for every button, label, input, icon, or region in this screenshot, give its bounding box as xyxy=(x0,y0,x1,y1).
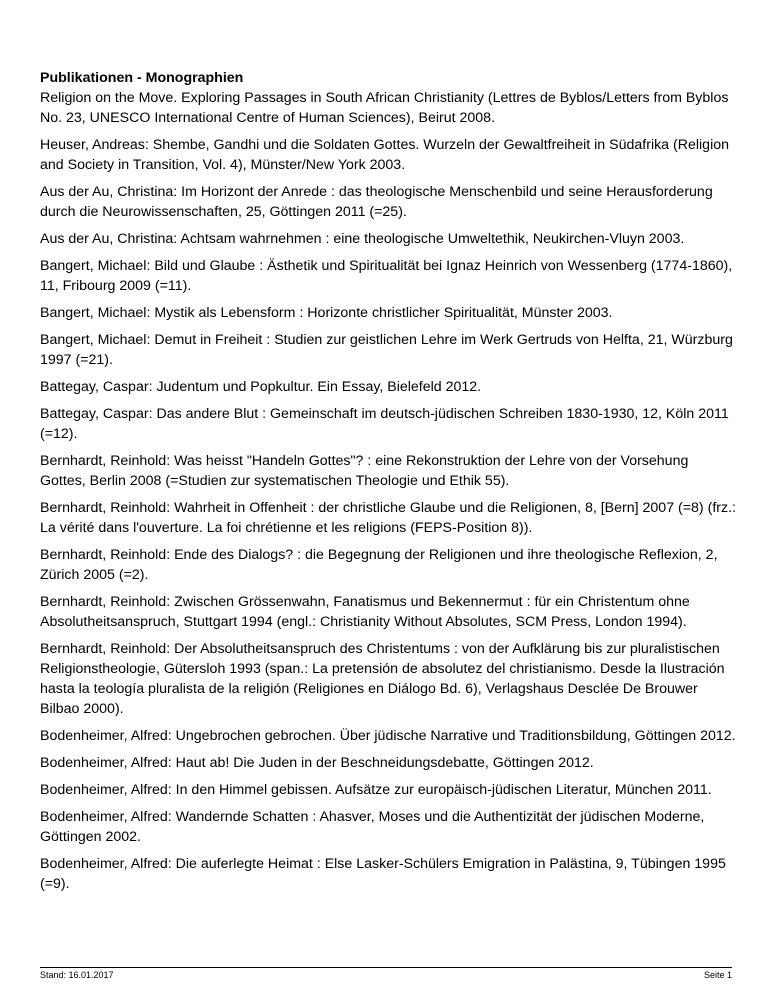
publication-entry: Bernhardt, Reinhold: Wahrheit in Offenheit : der christliche Glaube und die Religionen, 8, [Bern] 2007 (=8) (frz.: La vérité dans l'ouverture. La foi chrétienne et les religions (FEPS-Position 8)). xyxy=(40,500,736,536)
publication-entry: Bodenheimer, Alfred: Ungebrochen gebrochen. Über jüdische Narrative und Traditionsbildung, Göttingen 2012. xyxy=(40,728,736,744)
publication-entry: Bangert, Michael: Bild und Glaube : Ästhetik und Spiritualität bei Ignaz Heinrich von Wessenberg (1774-1860), 11, Fribourg 2009 (=11). xyxy=(40,258,733,294)
publication-entry: Bangert, Michael: Demut in Freiheit : Studien zur geistlichen Lehre im Werk Gertruds von Helfta, 21, Würzburg 1997 (=21). xyxy=(40,332,733,368)
publication-entry: Heuser, Andreas: Shembe, Gandhi und die Soldaten Gottes. Wurzeln der Gewaltfreiheit in Südafrika (Religion and Society in Transition, Vol. 4), Münster/New York 2003. xyxy=(40,137,730,173)
publication-entry: Bernhardt, Reinhold: Ende des Dialogs? : die Begegnung der Religionen und ihre theologische Reflexion, 2, Zürich 2005 (=2). xyxy=(40,547,718,583)
publication-entry: Bodenheimer, Alfred: Haut ab! Die Juden in der Beschneidungsdebatte, Göttingen 2012. xyxy=(40,755,594,771)
publication-entry: Bodenheimer, Alfred: Wandernde Schatten : Ahasver, Moses und die Authentizität der jüdischen Moderne, Göttingen 2002. xyxy=(40,809,705,845)
publication-entry: Aus der Au, Christina: Achtsam wahrnehmen : eine theologische Umweltethik, Neukirchen-Vluyn 2003. xyxy=(40,231,685,247)
footer-page-number: Seite 1 xyxy=(703,970,732,980)
publication-entry: Bernhardt, Reinhold: Der Absolutheitsanspruch des Christentums : von der Aufklärung bis zur pluralistischen Religionstheologie, Gütersloh 1993 (span.: La pretensión de absolutez del christianismo. Desde la Ilustración hasta la teología pluralista de la religión (Religiones en Diálogo Bd. 6), Verlagshaus Desclée De Brouwer Bilbao 2000). xyxy=(40,641,725,717)
section-heading: Publikationen - Monographien xyxy=(40,70,244,86)
publication-list xyxy=(40,88,736,894)
publication-entry: Bangert, Michael: Mystik als Lebensform : Horizonte christlicher Spiritualität, Münster 2003. xyxy=(40,305,613,321)
publication-entry: Aus der Au, Christina: Im Horizont der Anrede : das theologische Menschenbild und seine Herausforderung durch die Neurowissenschaften, 25, Göttingen 2011 (=25). xyxy=(40,184,713,220)
publication-entry: Bernhardt, Reinhold: Zwischen Grössenwahn, Fanatismus und Bekennermut : für ein Christentum ohne Absolutheitsanspruch, Stuttgart 1994 (engl.: Christianity Without Absolutes, SCM Press, London 1994). xyxy=(40,594,690,630)
publication-entry: Battegay, Caspar: Das andere Blut : Gemeinschaft im deutsch-jüdischen Schreiben 1830-1930, 12, Köln 2011 (=12). xyxy=(40,406,729,442)
publication-entry: Religion on the Move. Exploring Passages in South African Christianity (Lettres de Byblos/Letters from Byblos No. 23, UNESCO International Centre of Human Sciences), Beirut 2008. xyxy=(40,90,729,126)
publication-entry: Bodenheimer, Alfred: In den Himmel gebissen. Aufsätze zur europäisch-jüdischen Literatur, München 2011. xyxy=(40,782,712,798)
publication-entry: Bodenheimer, Alfred: Die auferlegte Heimat : Else Lasker-Schülers Emigration in Palästina, 9, Tübingen 1995 (=9). xyxy=(40,856,726,892)
publication-entry: Battegay, Caspar: Judentum und Popkultur. Ein Essay, Bielefeld 2012. xyxy=(40,379,482,395)
publication-entry: Bernhardt, Reinhold: Was heisst "Handeln Gottes"? : eine Rekonstruktion der Lehre von der Vorsehung Gottes, Berlin 2008 (=Studien zur systematischen Theologie und Ethik 55). xyxy=(40,453,689,489)
page-footer xyxy=(40,967,732,980)
footer-date: Stand: 16.01.2017 xyxy=(40,970,114,980)
document-page xyxy=(40,68,736,901)
